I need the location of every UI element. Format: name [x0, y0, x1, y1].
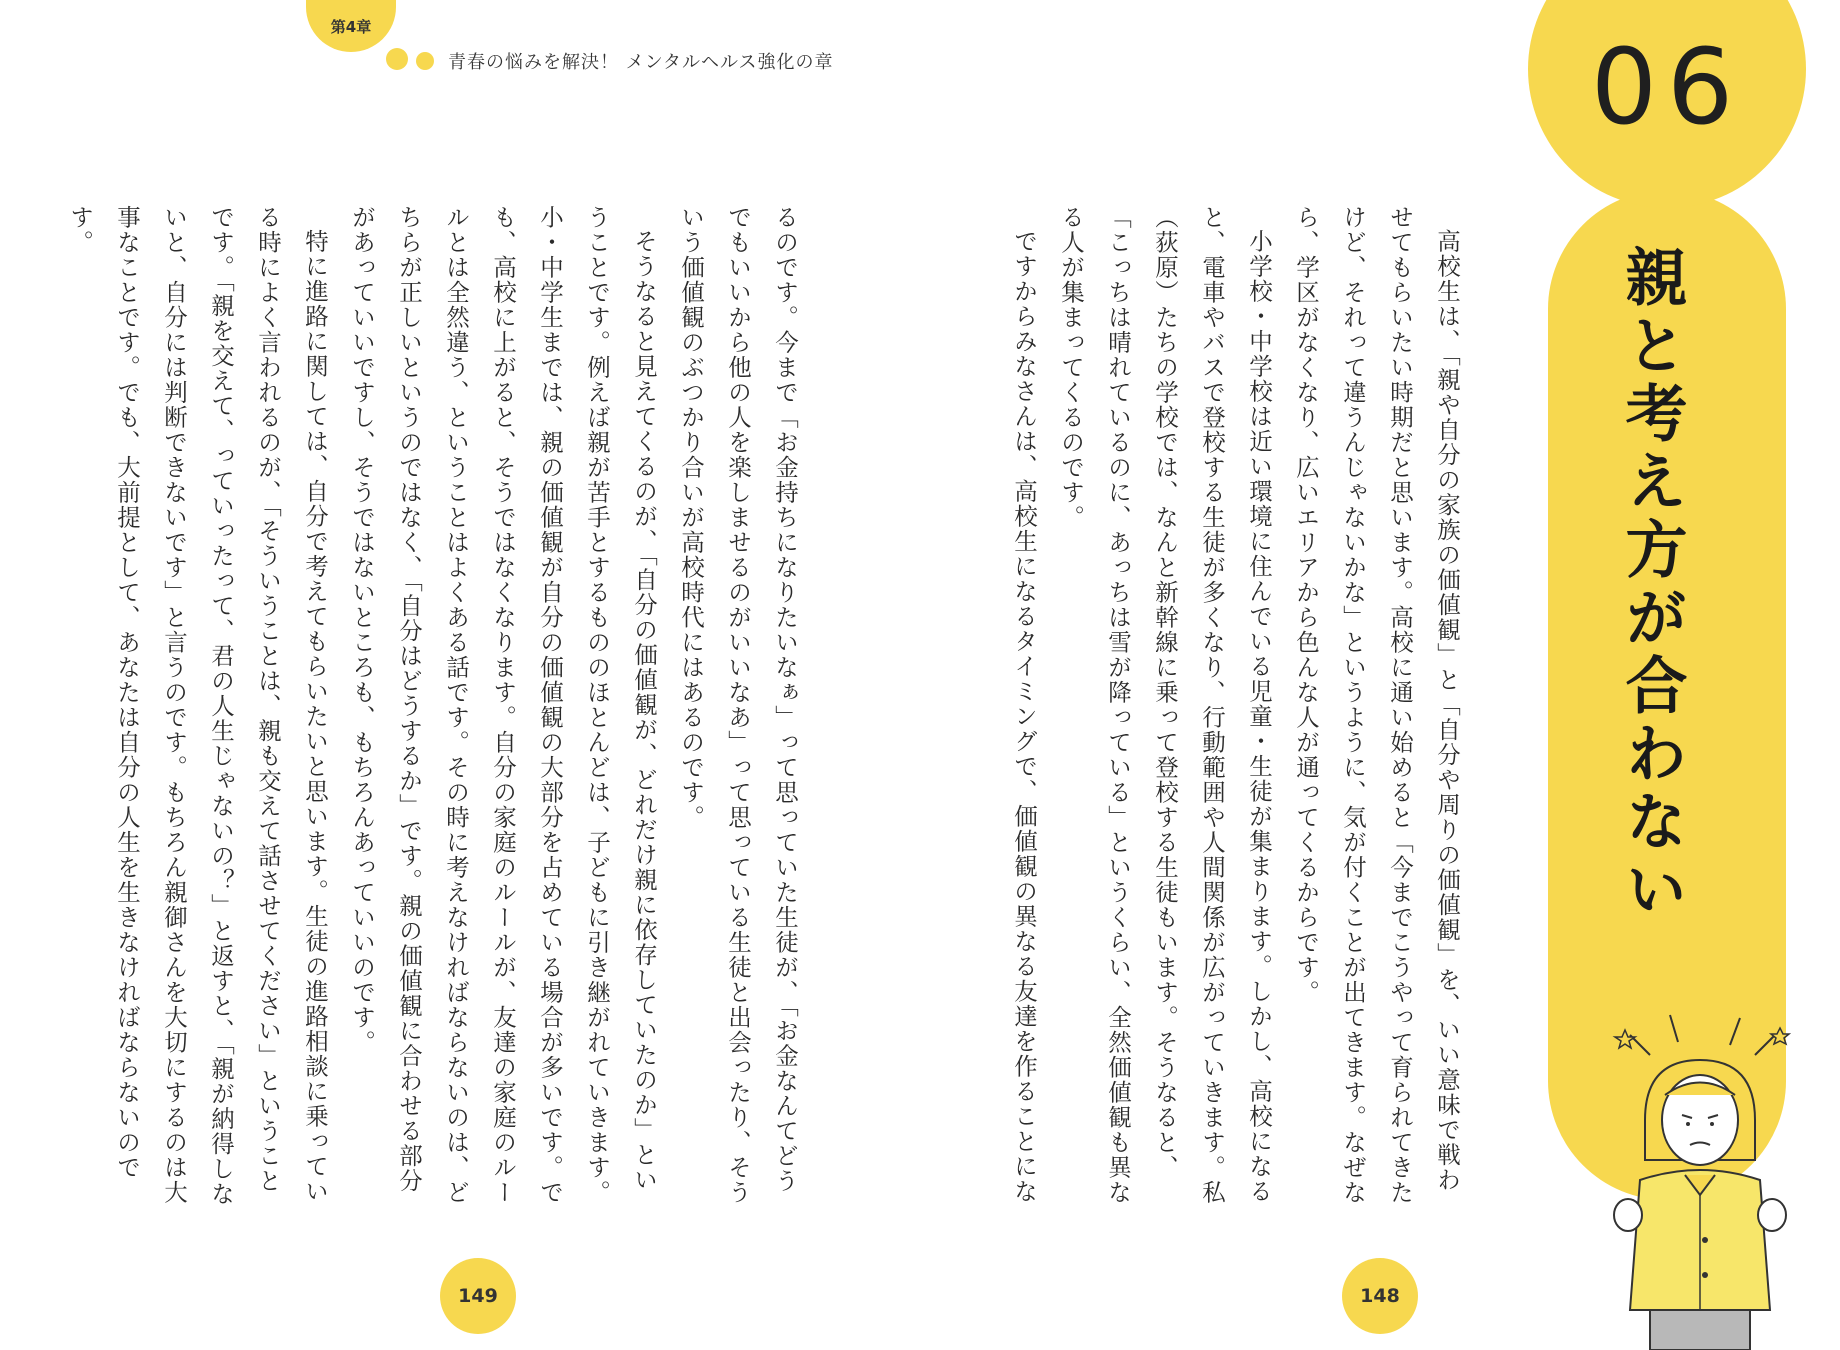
- paragraph: るのです。今まで「お金持ちになりたいなぁ」って思っていた生徒が、「お金なんてどうでもいいから他の人を楽しませるのがいいなあ」って思っている生徒と出会ったり、そういう価値観のぶつかり合いが高校時代にはあるのです。: [677, 205, 799, 1205]
- chapter-subtitle: 青春の悩みを解決！ メンタルヘルス強化の章: [448, 52, 834, 73]
- section-title: 親と考え方が合わない: [1615, 245, 1688, 925]
- paragraph: 小学校・中学校は近い環境に住んでいる児童・生徒が集まります。しかし、高校になると、電車やバスで登校する生徒が多くなり、行動範囲や人間関係が広がっていきます。私（荻原）たちの学校では、なんと新幹線に乗って登校する生徒もいます。そうなると、「こっちは晴れているのに、あっちは雪が降っている」というくらい、全然価値観も異なる人が集まってくるのです。: [1057, 205, 1273, 1205]
- page-number: 149: [440, 1258, 516, 1334]
- right-body-text: [1010, 205, 1470, 1215]
- paragraph: そうなると見えてくるのが、「自分の価値観が、どれだけ親に依存していたのか」ということです。例えば親が苦手とするもののほとんどは、子どもに引き継がれていきます。小・中学生までは、親の価値観が自分の価値観の大部分を占めている場合が多いです。でも、高校に上がると、そうではなくなります。自分の家庭のルールが、友達の家庭のルールとは全然違う、ということはよくある話です。その時に考えなければならないのは、どちらが正しいというのではなく、「自分はどうするか」です。親の価値観に合わせる部分があっていいですし、そうではないところも、もちろんあっていいのです。: [348, 205, 658, 1205]
- right-page: [920, 0, 1840, 1350]
- paragraph: ですからみなさんは、高校生になるタイミングで、価値観の異なる友達を作ることにな: [1010, 228, 1038, 1204]
- page-number: 148: [1342, 1258, 1418, 1334]
- paragraph: 高校生は、「親や自分の家族の価値観」と「自分や周りの価値観」を、いい意味で戦わせてもらいたい時期だと思います。高校に通い始めると「今までこうやって育られてきたけど、それって違うんじゃないかな」というように、気が付くことが出てきます。なぜなら、学区がなくなり、広いエリアから色んな人が通ってくるからです。: [1292, 205, 1461, 1205]
- frustrated-student-illustration: [1590, 1010, 1810, 1350]
- chapter-label: 第4章: [330, 17, 372, 36]
- decorative-dot: [416, 52, 434, 70]
- left-body-text: [66, 205, 808, 1215]
- section-number-badge: [1528, 0, 1806, 208]
- decorative-dot: [386, 48, 408, 70]
- paragraph: 特に進路に関しては、自分で考えてもらいたいと思います。生徒の進路相談に乗っている時によく言われるのが、「そういうことは、親も交えて話させてください」ということです。「親を交えて、っていったって、君の人生じゃないの？」と返すと、「親が納得しないと、自分には判断できないです」と言うのです。もちろん親御さんを大切にするのは大事なことです。でも、大前提として、あなたは自分の人生を生きなければならないのです。: [66, 205, 329, 1207]
- chapter-badge: [306, 0, 396, 52]
- section-number: 06: [1590, 26, 1744, 148]
